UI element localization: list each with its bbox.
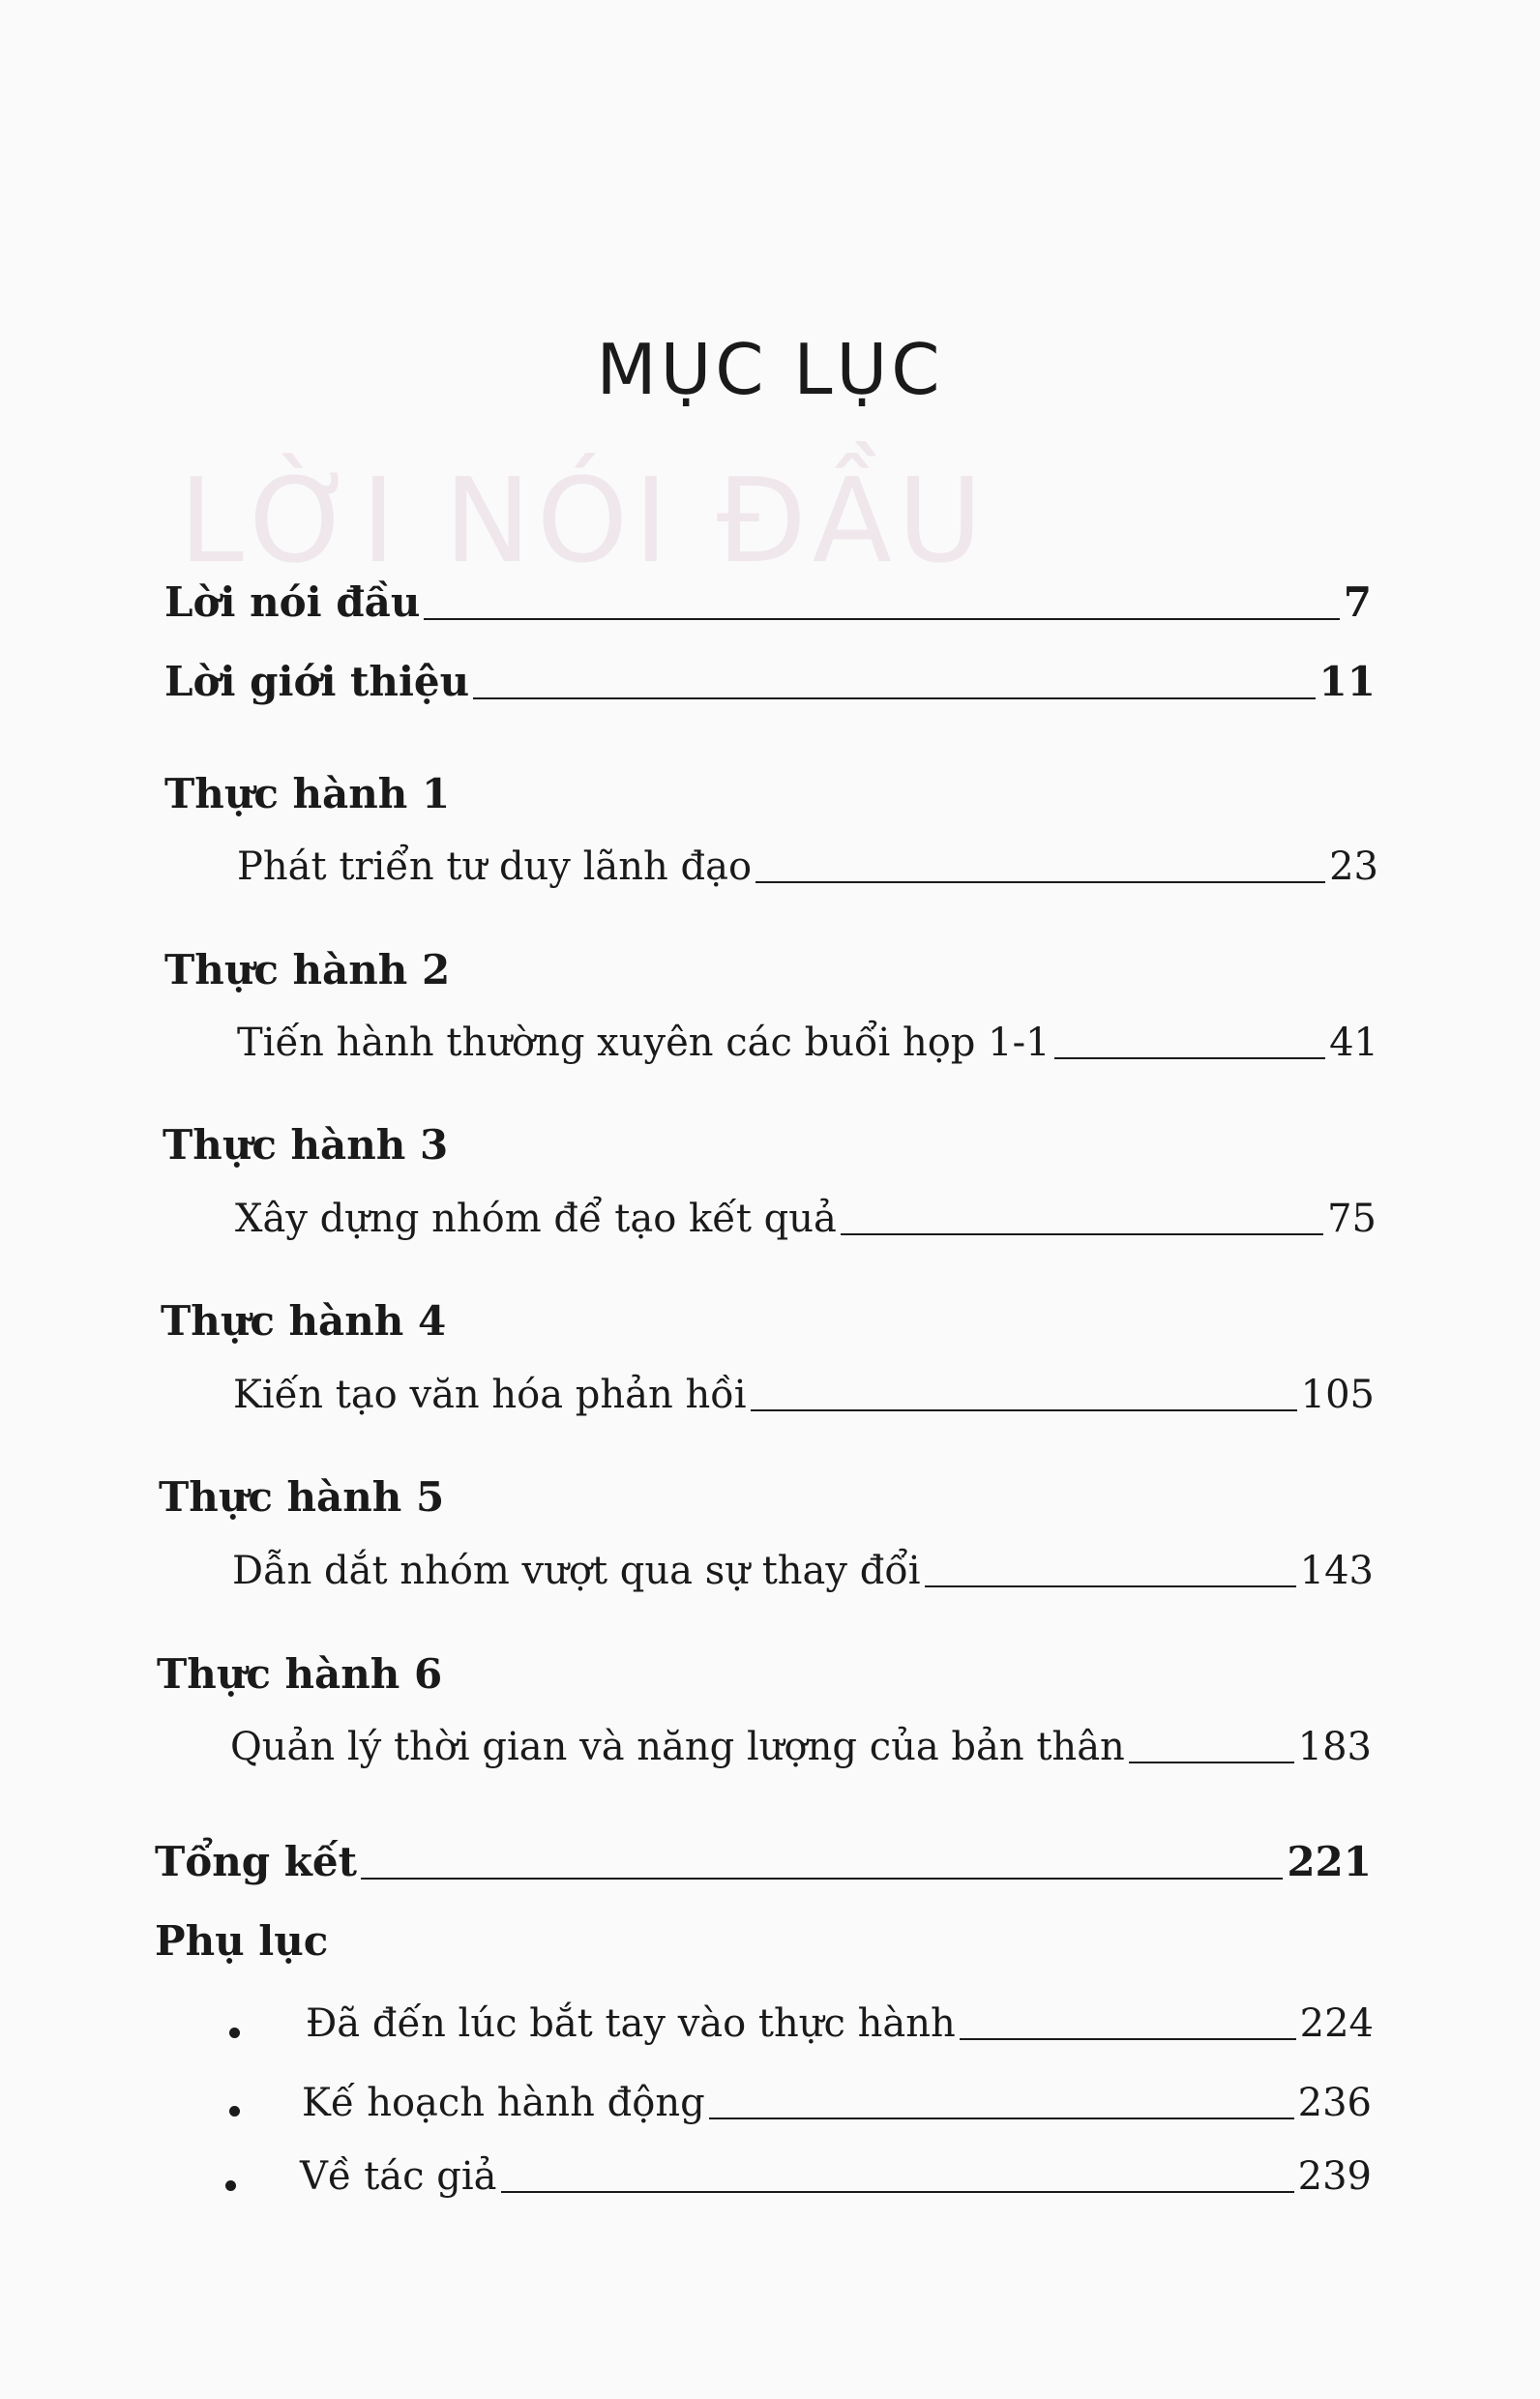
leader-line (751, 1409, 1297, 1411)
toc-entry-label: Đã đến lúc bắt tay vào thực hành (306, 2001, 956, 2046)
leader-line (925, 1585, 1296, 1587)
bullet-icon (229, 2028, 240, 2038)
toc-heading-part-1: Thực hành 1 (164, 770, 451, 817)
toc-heading-part-3: Thực hành 3 (163, 1121, 449, 1169)
toc-entry-label: Xây dựng nhóm để tạo kết quả (235, 1197, 837, 1241)
toc-entry-label: Tổng kết (155, 1838, 358, 1885)
toc-entry-label: Về tác giả (300, 2154, 497, 2199)
toc-entry-label: Tiến hành thường xuyên các buổi họp 1-1 (237, 1021, 1051, 1065)
toc-entry-label: Lời giới thiệu (164, 658, 470, 705)
leader-line (361, 1878, 1283, 1880)
leader-line (1054, 1057, 1326, 1059)
leader-line (709, 2118, 1294, 2119)
leader-line (1129, 1762, 1294, 1763)
leader-line (424, 618, 1339, 620)
bleed-through-heading: LỜI NÓI ĐẦU (179, 455, 989, 589)
toc-heading-part-6: Thực hành 6 (157, 1650, 443, 1698)
toc-heading-part-5: Thực hành 5 (159, 1473, 445, 1521)
toc-entry-label: Lời nói đầu (164, 578, 421, 626)
leader-line (841, 1233, 1323, 1235)
bullet-icon (225, 2180, 236, 2191)
toc-entry-page: 239 (1297, 2154, 1372, 2199)
bullet-icon (229, 2106, 240, 2117)
toc-entry-appendix-3[interactable] (300, 2154, 1372, 2199)
leader-line (960, 2038, 1296, 2040)
toc-entry-label: Dẫn dắt nhóm vượt qua sự thay đổi (232, 1549, 921, 1593)
toc-entry-appendix-1[interactable] (306, 2001, 1374, 2046)
toc-entry-part-2[interactable] (237, 1021, 1378, 1065)
toc-entry-page: 143 (1299, 1549, 1374, 1593)
toc-entry-label: Kiến tạo văn hóa phản hồi (233, 1373, 747, 1417)
toc-entry-page: 105 (1300, 1373, 1375, 1417)
toc-entry-part-5[interactable] (232, 1549, 1374, 1593)
toc-entry-label: Phát triển tư duy lãnh đạo (237, 844, 753, 889)
toc-entry-page: 224 (1299, 2001, 1374, 2046)
toc-entry-page: 183 (1297, 1725, 1372, 1769)
toc-heading-part-4: Thực hành 4 (161, 1297, 447, 1345)
toc-entry-page: 75 (1327, 1197, 1377, 1241)
leader-line (501, 2191, 1294, 2193)
toc-entry-loi-noi-dau[interactable] (164, 578, 1372, 626)
toc-entry-part-3[interactable] (235, 1197, 1377, 1241)
toc-entry-page: 221 (1287, 1838, 1372, 1885)
page-title: MỤC LỤC (596, 329, 944, 410)
toc-entry-appendix-2[interactable] (302, 2081, 1372, 2125)
toc-entry-label: Kế hoạch hành động (302, 2081, 705, 2125)
toc-entry-page: 41 (1329, 1021, 1378, 1065)
leader-line (473, 697, 1315, 699)
toc-heading-phu-luc: Phụ lục (155, 1917, 329, 1965)
toc-entry-part-6[interactable] (230, 1725, 1372, 1769)
toc-entry-part-4[interactable] (233, 1373, 1375, 1417)
toc-entry-label: Quản lý thời gian và năng lượng của bản thân (230, 1725, 1125, 1769)
toc-entry-loi-gioi-thieu[interactable] (164, 658, 1376, 705)
toc-heading-part-2: Thực hành 2 (164, 946, 451, 993)
toc-entry-page: 236 (1297, 2081, 1372, 2125)
toc-entry-tong-ket[interactable] (155, 1838, 1372, 1885)
toc-entry-page: 7 (1343, 578, 1372, 626)
leader-line (755, 881, 1325, 883)
toc-entry-page: 11 (1318, 658, 1376, 705)
toc-entry-page: 23 (1329, 844, 1378, 889)
toc-entry-part-1[interactable] (237, 844, 1378, 889)
